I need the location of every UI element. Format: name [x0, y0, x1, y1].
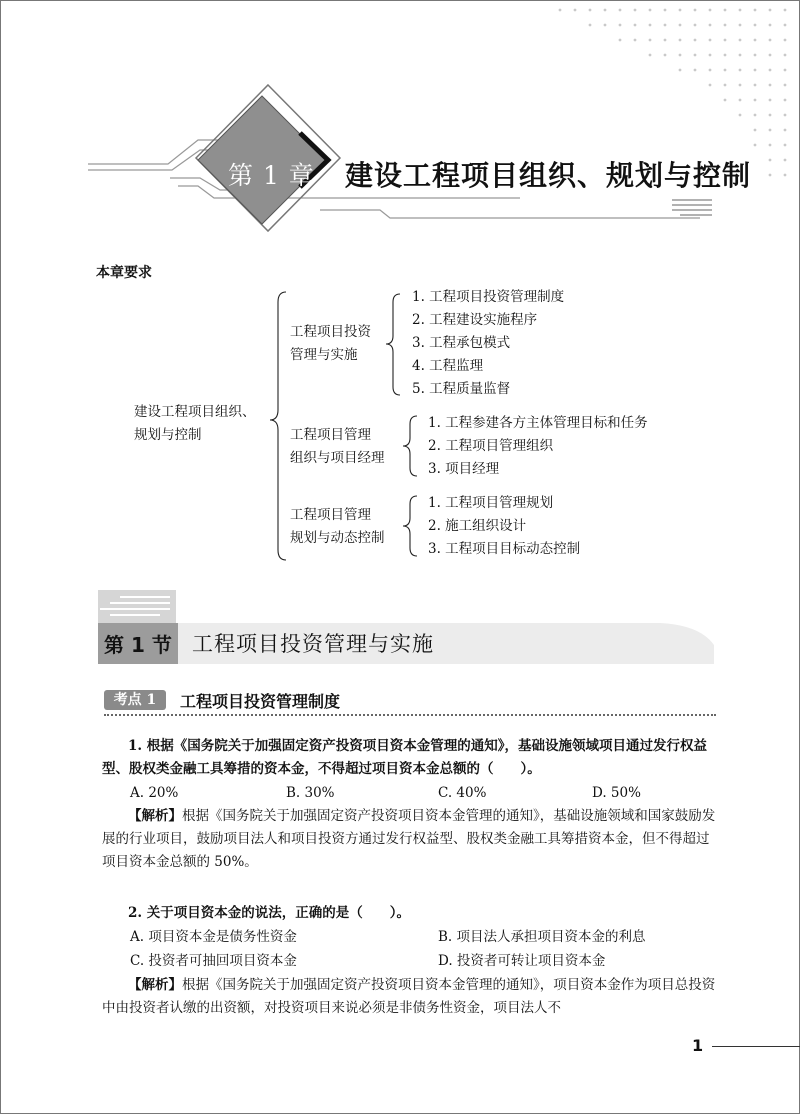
question-2-option-d: D. 投资者可转让项目资本金 [438, 953, 606, 969]
knowledge-point-badge: 考点 1 [104, 690, 166, 710]
tree-item: 1. 工程项目投资管理制度 [412, 289, 565, 305]
tree-group-3-items [428, 492, 580, 561]
tree-item: 4. 工程监理 [412, 358, 484, 374]
tree-root-line1: 建设工程项目组织、 [134, 404, 256, 420]
tree-group-1-items [412, 286, 564, 401]
question-1-option-c: C. 40% [438, 785, 487, 801]
requirements-heading: 本章要求 [96, 265, 152, 281]
question-1-analysis [102, 805, 718, 874]
tree-group-2-label [290, 424, 385, 470]
question-1-option-a: A. 20% [130, 785, 179, 801]
tree-item: 2. 工程项目管理组织 [428, 438, 554, 454]
question-2-option-a: A. 项目资本金是债务性资金 [130, 929, 297, 945]
chapter-number: 第 1 章 [228, 161, 315, 190]
tree-group-2-items [428, 412, 648, 481]
tree-item: 3. 工程项目目标动态控制 [428, 541, 581, 557]
tree-item: 3. 工程承包模式 [412, 335, 511, 351]
section-title: 工程项目投资管理与实施 [192, 632, 434, 656]
analysis-text: 根据《国务院关于加强固定资产投资项目资本金管理的通知》，项目资本金作为项目总投资中由投资者认缴的出资额，对投资项目来说必须是非债务性资金，项目法人不 [102, 977, 716, 1016]
tree-root [134, 401, 256, 447]
analysis-label: 【解析】 [128, 977, 182, 993]
dot-grid [559, 9, 787, 177]
tree-group-3-line1: 工程项目管理 [290, 507, 371, 523]
chapter-title: 建设工程项目组织、规划与控制 [345, 159, 752, 192]
dotted-divider [104, 714, 716, 716]
section-number: 第 1 节 [104, 633, 172, 657]
tree-group-1-line1: 工程项目投资 [290, 324, 371, 340]
tree-item: 2. 施工组织设计 [428, 518, 527, 534]
question-2-stem: 2. 关于项目资本金的说法，正确的是（ ）。 [128, 905, 411, 921]
tree-group-1-line2: 管理与实施 [290, 347, 358, 363]
tree-root-line2: 规划与控制 [134, 427, 202, 443]
tree-group-2-line2: 组织与项目经理 [290, 450, 385, 466]
tree-item: 2. 工程建设实施程序 [412, 312, 538, 328]
question-2-analysis [102, 974, 718, 1020]
question-1-option-b: B. 30% [286, 785, 335, 801]
page-number-rule [712, 1046, 800, 1047]
tree-item: 3. 项目经理 [428, 461, 500, 477]
question-2-option-b: B. 项目法人承担项目资本金的利息 [438, 929, 646, 945]
question-2-option-c: C. 投资者可抽回项目资本金 [130, 953, 297, 969]
tree-group-1-label [290, 321, 371, 367]
page-number: 1 [692, 1036, 704, 1055]
tree-item: 5. 工程质量监督 [412, 381, 511, 397]
tree-braces [0, 280, 800, 580]
question-1-option-d: D. 50% [592, 785, 641, 801]
question-1-stem: 1. 根据《国务院关于加强固定资产投资项目资本金管理的通知》，基础设施领域项目通过发行权益型、股权类金融工具筹措的资本金，不得超过项目资本金总额的（ ）。 [102, 738, 708, 777]
tree-group-2-line1: 工程项目管理 [290, 427, 371, 443]
chapter-header-decoration [0, 0, 800, 260]
knowledge-point-title: 工程项目投资管理制度 [180, 692, 341, 711]
tree-group-3-line2: 规划与动态控制 [290, 530, 385, 546]
analysis-text: 根据《国务院关于加强固定资产投资项目资本金管理的通知》，基础设施领域和国家鼓励发展的行业项目，鼓励项目法人和项目投资方通过发行权益型、股权类金融工具筹措资本金，但不得超过项目资本金总额的 50%。 [102, 808, 716, 870]
tree-item: 1. 工程参建各方主体管理目标和任务 [428, 415, 648, 431]
analysis-label: 【解析】 [128, 808, 182, 824]
tree-group-3-label [290, 504, 385, 550]
tree-item: 1. 工程项目管理规划 [428, 495, 554, 511]
